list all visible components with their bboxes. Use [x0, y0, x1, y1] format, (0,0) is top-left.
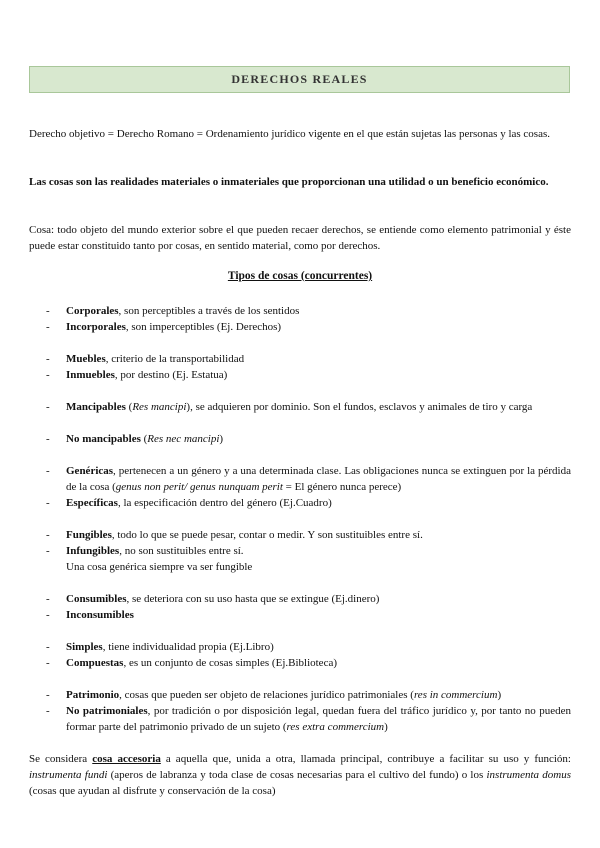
term: Patrimonio [66, 689, 120, 701]
description: , tiene individualidad propia (Ej.Libro) [102, 641, 274, 653]
description: ), se adquieren por dominio. Son el fundos, esclavos y animales de tiro y carga [186, 401, 533, 413]
description-line-2: Una cosa genérica siempre va ser fungible [66, 561, 253, 573]
term: No mancipables [66, 433, 141, 445]
latin-term: Res mancipi [132, 401, 187, 413]
term: Compuestas [66, 657, 124, 669]
list-item-fungibles [66, 527, 571, 543]
closing-text-b: a aquella que, unida a otra, llamada principal, contribuye a facilitar su uso y función: [160, 753, 571, 765]
latin-term: Res nec mancipi [147, 433, 220, 445]
description: , por destino (Ej. Estatua) [114, 369, 228, 381]
intro-paragraph-1: Derecho objetivo = Derecho Romano = Ordenamiento jurídico vigente en el que están sujetas las personas y las cosas. [29, 128, 551, 140]
list-item-especificas [66, 495, 571, 511]
description-pre: ( [140, 433, 148, 445]
list-item-simples [66, 639, 571, 655]
description-end: = El género nunca perece) [282, 481, 402, 493]
term: Consumibles [66, 593, 127, 605]
description-end: ) [497, 689, 502, 701]
description-end: ) [384, 721, 388, 733]
section-subtitle: Tipos de cosas (concurrentes) [227, 270, 373, 282]
description: , son perceptibles a través de los sentidos [118, 305, 300, 317]
description: , son imperceptibles (Ej. Derechos) [125, 321, 282, 333]
title-banner [29, 66, 570, 93]
latin-term: genus non perit/ genus nunquam perit [115, 481, 283, 493]
term: Incorporales [66, 321, 126, 333]
description: , se deteriora con su uso hasta que se extingue (Ej.dinero) [126, 593, 380, 605]
description: , por tradición o por disposición legal, quedan fuera del tráfico jurídico y, por tanto no pueden formar parte del patrimonio privado de un sujeto ( [66, 705, 571, 733]
description: , cosas que pueden ser objeto de relaciones jurídico patrimoniales ( [119, 689, 414, 701]
term: Corporales [66, 305, 119, 317]
latin-term-domus: instrumenta domus [486, 769, 571, 781]
term: Infungibles [66, 545, 120, 557]
list-item-inmuebles [66, 367, 571, 383]
list-item-corporales [66, 303, 571, 319]
description: , la especificación dentro del género (Ej.Cuadro) [117, 497, 332, 509]
term: Fungibles [66, 529, 112, 541]
term: Muebles [66, 353, 106, 365]
list-item-genericas [66, 463, 571, 495]
list-item-inconsumibles [66, 607, 571, 623]
term: Simples [66, 641, 103, 653]
term: Mancipables [66, 401, 126, 413]
list-item-compuestas [66, 655, 571, 671]
list-item-incorporales [66, 319, 571, 335]
list-item-patrimonio [66, 687, 571, 703]
description: , todo lo que se puede pesar, contar o medir. Y son sustituibles entre sí. [111, 529, 423, 541]
description: , no son sustituibles entre sí. [119, 545, 244, 557]
term: Específicas [66, 497, 118, 509]
description: , pertenecen a un género y a una determinada clase. Las obligaciones nunca se extinguen por la pérdida de la cosa ( [66, 465, 571, 493]
term: Inconsumibles [66, 609, 134, 621]
list-item-no-mancipables [66, 431, 571, 447]
description-pre: ( [125, 401, 133, 413]
list-item-muebles [66, 351, 571, 367]
list-item-infungibles [66, 543, 571, 575]
intro-paragraph-2: Las cosas son las realidades materiales o inmateriales que proporcionan una utilidad o un beneficio económico. [29, 176, 549, 188]
latin-term-fundi: instrumenta fundi [29, 769, 108, 781]
description: , es un conjunto de cosas simples (Ej.Biblioteca) [123, 657, 337, 669]
term: Inmuebles [66, 369, 115, 381]
closing-text-d: (cosas que ayudan al disfrute y conservación de la cosa) [29, 785, 276, 797]
list-item-consumibles [66, 591, 571, 607]
page-title: DERECHOS REALES [231, 72, 368, 86]
list-item-mancipables [66, 399, 571, 415]
latin-term: res in commercium [413, 689, 498, 701]
list-item-no-patrimoniales [66, 703, 571, 735]
closing-text-a: Se considera [29, 753, 93, 765]
term: No patrimoniales [66, 705, 148, 717]
closing-paragraph [29, 751, 571, 799]
description: ) [219, 433, 224, 445]
term: Genéricas [66, 465, 114, 477]
highlighted-term: cosa accesoria [92, 753, 161, 765]
intro-paragraph-3: Cosa: todo objeto del mundo exterior sobre el que pueden recaer derechos, se entiende como elemento patrimonial y éste puede estar constituido tanto por cosas, en sentido material, como por derechos. [29, 224, 571, 252]
closing-text-c: (aperos de labranza y toda clase de cosas necesarias para el cultivo del fundo) o los [107, 769, 487, 781]
latin-term: res extra commercium [286, 721, 385, 733]
description: , criterio de la transportabilidad [105, 353, 245, 365]
